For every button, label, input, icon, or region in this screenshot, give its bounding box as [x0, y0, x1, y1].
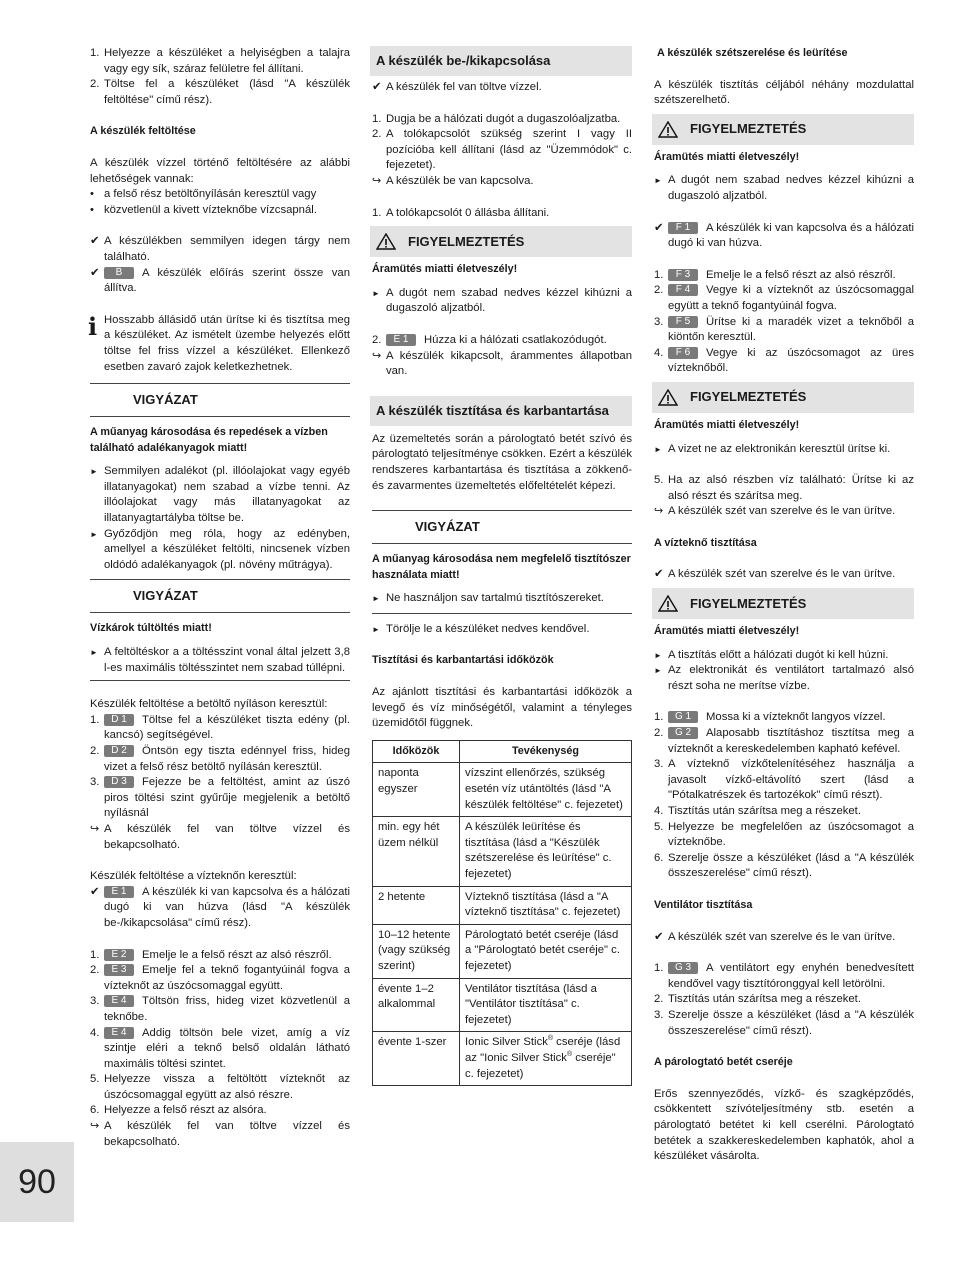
warning-box	[370, 226, 632, 257]
result-arrow-icon: ↪	[372, 174, 382, 187]
result-arrow-icon: ↪	[90, 1120, 100, 1133]
check-item: ✔ B A készülék előírás szerint össze van állítva.	[90, 266, 350, 295]
paragraph: Készülék feltöltése a vízteknőn keresztül:	[90, 870, 297, 883]
section-heading-onoff: A készülék be-/kikapcsolása	[370, 46, 632, 76]
warning-triangle-icon	[658, 389, 678, 406]
list-item: ► A tisztítás előtt a hálózati dugót ki kell húzni.	[654, 648, 889, 661]
list-item: 2. E 3 Emelje fel a teknő fogantyúinál fogva a vízteknőt az úszócsomaggal együtt.	[90, 964, 350, 992]
figure-tag: B	[104, 267, 134, 279]
caution-subtitle: A műanyag károsodása és repedések a vízben található adalékanyagok miatt!	[90, 426, 328, 454]
paragraph: Az ajánlott tisztítási és karbantartási időközök a levegő és víz minőségétől, valamint a tényleges üzemidőtől függnek.	[372, 686, 632, 730]
list-item: ► Semmilyen adalékot (pl. illóolajokat vagy egyéb illatanyagokat) nem szabad a vízbe tenni. Az illóolajokat vagy más illatanyagokat az illatanyagtartályba töltse be.	[90, 465, 350, 525]
caution-subtitle: Vízkárok túltöltés miatt!	[90, 622, 212, 635]
list-item: ► A dugót nem szabad nedves kézzel kihúzni a dugaszoló aljzatból.	[654, 174, 914, 202]
warning-subtitle: Áramütés miatti életveszély!	[654, 150, 800, 163]
heading-intervals: Tisztítási és karbantartási időközök	[372, 654, 554, 667]
check-icon: ✔	[654, 568, 664, 581]
list-item: 1. G 1 Mossa ki a vízteknőt langyos vízzel.	[654, 711, 886, 724]
list-item: 5. Helyezze vissza a feltöltött vízteknőt az úszócsomaggal együtt az alsó részre.	[90, 1073, 350, 1101]
maintenance-table	[372, 740, 632, 1086]
result-arrow-icon: ↪	[90, 822, 100, 835]
result-item: ↪ A készülék szét van szerelve és le van ürítve.	[654, 504, 914, 520]
table-row: 10–12 hetente (vagy szükség szerint) Párologtató betét cseréje (lásd a "Párologtató betét cseréje" c. fejezetet)	[373, 924, 632, 978]
warning-title: FIGYELMEZTETÉS	[408, 233, 525, 249]
column-middle	[372, 46, 632, 1086]
check-icon: ✔	[90, 266, 100, 279]
result-item: ↪ A készülék kikapcsolt, árammentes állapotban van.	[372, 349, 632, 378]
check-item: ✔ A készülékben semmilyen idegen tárgy nem található.	[90, 235, 350, 263]
check-icon: ✔	[90, 235, 100, 248]
list-item: 3. A vízteknő vízkőtelenítéséhez használja a javasolt vízkő-eltávolító szert (lásd a "Pótalkatrészek és tartozékok" című részt).	[654, 758, 914, 802]
caution-title: VIGYÁZAT	[90, 383, 350, 417]
list-item: ► A feltöltéskor a a töltésszint vonal által jelzett 3,8 l-es maximális töltésszintet nem szabad túllépni.	[90, 646, 350, 674]
list-item: ► Győződjön meg róla, hogy az edényben, amellyel a készüléket feltölti, nincsenek vízben oldódó adalékanyagok (pl. növény műtrágya).	[90, 527, 350, 571]
result-item: ↪ A készülék fel van töltve vízzel és bekapcsolható.	[90, 1120, 350, 1148]
table-header: Időközök	[373, 740, 460, 763]
section-heading-clean: A készülék tisztítása és karbantartása	[370, 396, 632, 426]
list-item: 4. Tisztítás után szárítsa meg a részeket.	[654, 805, 861, 817]
check-icon: ✔	[654, 930, 664, 943]
list-item: 2. E 1 Húzza ki a hálózati csatlakozódugót.	[372, 333, 607, 346]
list-item: 1. F 3 Emelje le a felső részt az alsó részről.	[654, 268, 896, 281]
list-item: 1. E 2 Emelje le a felső részt az alsó részről.	[90, 948, 332, 961]
list-item: 4. F 6 Vegye ki az úszócsomagot az üres vízteknőből.	[654, 346, 914, 375]
caution-title: VIGYÁZAT	[90, 579, 350, 613]
paragraph: A készülék tisztítás céljából néhány mozdulattal szétszerelhető.	[654, 78, 914, 107]
page-number: 90	[0, 1142, 74, 1222]
result-arrow-icon: ↪	[372, 349, 382, 362]
check-icon: ✔	[372, 81, 382, 93]
list-item: 4. E 4 Addig töltsön bele vizet, amíg a víz szintje eléri a teknő belső oldalán látható maximális töltési szintet.	[90, 1026, 350, 1070]
list-item: 2. G 2 Alaposabb tisztításhoz tisztítsa meg a vízteknőt a kereskedelemben kapható kefével.	[654, 727, 914, 755]
column-right	[654, 46, 914, 1165]
caution-subtitle: A műanyag károsodása nem megfelelő tisztítószer használata miatt!	[372, 553, 631, 581]
result-item: ↪ A készülék fel van töltve vízzel és bekapcsolható.	[90, 822, 350, 851]
warning-triangle-icon	[658, 121, 678, 138]
list-item: • közvetlenül a kivett vízteknőbe vízcsapnál.	[90, 203, 317, 216]
list-item: ► A dugót nem szabad nedves kézzel kihúzni a dugaszoló aljzatból.	[372, 286, 632, 315]
table-row: évente 1–2 alkalommal Ventilátor tisztítása (lásd a "Ventilátor tisztítása" c. fejezetet)	[373, 978, 632, 1032]
info-icon: i	[88, 311, 98, 341]
result-item: ↪ A készülék be van kapcsolva.	[372, 174, 632, 190]
warning-box	[652, 382, 914, 413]
list-item: 6. Helyezze a felső részt az alsóra.	[90, 1104, 267, 1117]
list-item: ► A vizet ne az elektronikán keresztül ürítse ki.	[654, 442, 891, 455]
list-item: 1. Dugja be a hálózati dugót a dugaszolóaljzatba.	[372, 112, 621, 125]
warning-title: FIGYELMEZTETÉS	[690, 121, 807, 137]
list-item: ► Az elektronikát és ventilátort tartalmazó alsó részt soha ne merítse vízbe.	[654, 664, 914, 692]
check-item: ✔ F 1 A készülék ki van kapcsolva és a hálózati dugó ki van húzva.	[654, 221, 914, 250]
list-item: 2. Tisztítás után szárítsa meg a részeket.	[654, 993, 861, 1006]
warning-subtitle: Áramütés miatti életveszély!	[654, 625, 800, 638]
check-item: ✔ A készülék fel van töltve vízzel.	[372, 80, 632, 96]
warning-triangle-icon	[658, 595, 678, 612]
paragraph: Erős szennyeződés, vízkő- és szagképződés, csökkentett szívóteljesítmény stb. esetén a párologtató betétet ki kell cserélni. Párologtató betétek a szakkereskedelemben kaphatók, ahol a készüléket vásárolta.	[654, 1087, 914, 1163]
list-item: ► Ne használjon sav tartalmú tisztítószereket.	[372, 592, 604, 605]
result-arrow-icon: ↪	[654, 505, 664, 518]
list-item: 1. D 1 Töltse fel a készüléket tiszta edény (pl. kancsó) segítségével.	[90, 713, 350, 742]
paragraph: Készülék feltöltése a betöltő nyíláson keresztül:	[90, 698, 328, 711]
list-item: 6. Szerelje össze a készüléket (lásd a "A készülék összeszerelése" című részt).	[654, 851, 914, 880]
warning-title: FIGYELMEZTETÉS	[690, 389, 807, 405]
column-left	[90, 46, 350, 1150]
list-item: 1. A tolókapcsolót 0 állásba állítani.	[372, 206, 550, 219]
heading-fan: Ventilátor tisztítása	[654, 898, 753, 911]
table-row: évente 1-szer Ionic Silver Stick® cseréje (lásd az "Ionic Silver Stick® cseréje" c. fejezetet)	[373, 1032, 632, 1086]
list-item: 1. Helyezze a készüléket a helyiségben a talajra vagy egy sík, száraz felületre fel állítani.	[90, 47, 350, 75]
check-item: ✔ E 1 A készülék ki van kapcsolva és a hálózati dugó ki van húzva (lásd "A készülék be-/kikapcsolása" című rész).	[90, 885, 350, 929]
list-item: 2. D 2 Öntsön egy tiszta edénnyel friss, hideg vizet a felső rész betöltő nyílásán keresztül.	[90, 745, 350, 773]
warning-title: FIGYELMEZTETÉS	[690, 595, 807, 611]
warning-box	[652, 588, 914, 619]
info-note: i Hosszabb állásidő után ürítse ki és tisztítsa meg a készüléket. Az ismételt üzembe helyezés előtt töltse fel friss vízzel a készüléket. Ellenkező esetben zavaró zajok keletkezhetnek.	[88, 311, 350, 373]
heading-tank: A vízteknő tisztítása	[654, 536, 757, 549]
paragraph: Az üzemeltetés során a párologtató betét szívó és párologtató teljesítménye csökken. Ezért a készülék rendszeres karbantartása és tisztítása a zökkenő- és zavarmentes üzemeltetés előfeltételét képezi.	[372, 432, 632, 492]
warning-subtitle: Áramütés miatti életveszély!	[654, 418, 800, 431]
check-item: ✔ A készülék szét van szerelve és le van ürítve.	[654, 567, 914, 583]
list-item: 3. Szerelje össze a készüléket (lásd a "A készülék összeszerelése" című részt).	[654, 1008, 914, 1037]
list-item: 3. D 3 Fejezze be a feltöltést, amint az úszó piros töltési szint gyűrűje megjelenik a betöltő nyílásnál	[90, 776, 350, 820]
check-icon: ✔	[90, 885, 100, 898]
table-row: 2 hetente Vízteknő tisztítása (lásd a "A vízteknő tisztítása" c. fejezetet)	[373, 886, 632, 924]
heading-pad: A párologtató betét cseréje	[654, 1056, 793, 1069]
warning-box	[652, 114, 914, 145]
list-item: • a felső rész betöltőnyílásán keresztül vagy	[90, 188, 317, 201]
table-header-row	[373, 740, 632, 763]
list-item: ► Törölje le a készüléket nedves kendővel.	[372, 622, 590, 635]
list-item: 1. G 3 A ventilátort egy enyhén benedvesített kendővel vagy tisztítóronggyal kell letörölni.	[654, 962, 914, 990]
caution-title: VIGYÁZAT	[372, 510, 632, 544]
list-item: 3. F 5 Ürítse ki a maradék vizet a teknőből a kiöntőn keresztül.	[654, 315, 914, 344]
list-item: 3. E 4 Töltsön friss, hideg vizet közvetlenül a teknőbe.	[90, 995, 350, 1023]
list-item: 2. F 4 Vegye ki a vízteknőt az úszócsomaggal együtt a teknő fogantyúinál fogva.	[654, 284, 914, 312]
list-item: 2. Töltse fel a készüléket (lásd "A készülék feltöltése" című rész).	[90, 78, 350, 106]
heading-feltoltes: A készülék feltöltése	[90, 125, 196, 138]
list-item: 5. Ha az alsó részben víz található: Ürítse ki az alsó részt és szárítsa meg.	[654, 474, 914, 502]
warning-subtitle: Áramütés miatti életveszély!	[372, 263, 518, 276]
warning-triangle-icon	[376, 233, 396, 250]
check-item: ✔ A készülék szét van szerelve és le van ürítve.	[654, 930, 914, 946]
table-row: min. egy hét üzem nélkül A készülék leürítése és tisztítása (lásd a "Készülék szétszerelése és leürítése" c. fejezetet)	[373, 817, 632, 886]
list-item: 5. Helyezze be megfelelően az úszócsomagot a vízteknőbe.	[654, 820, 914, 849]
table-header: Tevékenység	[460, 740, 632, 763]
list-item: 2. A tolókapcsolót szükség szerint I vagy II pozícióba kell állítani (lásd az "Üzemmódok" c. fejezetet).	[372, 128, 632, 172]
check-icon: ✔	[654, 221, 664, 234]
paragraph: A készülék vízzel történő feltöltésére az alábbi lehetőségek vannak:	[90, 156, 350, 185]
table-row: naponta egyszer vízszint ellenőrzés, szükség esetén víz utántöltés (lásd "A készülék feltöltése" c. fejezetet)	[373, 763, 632, 817]
heading-disassembly: A készülék szétszerelése és leürítése	[657, 47, 848, 59]
